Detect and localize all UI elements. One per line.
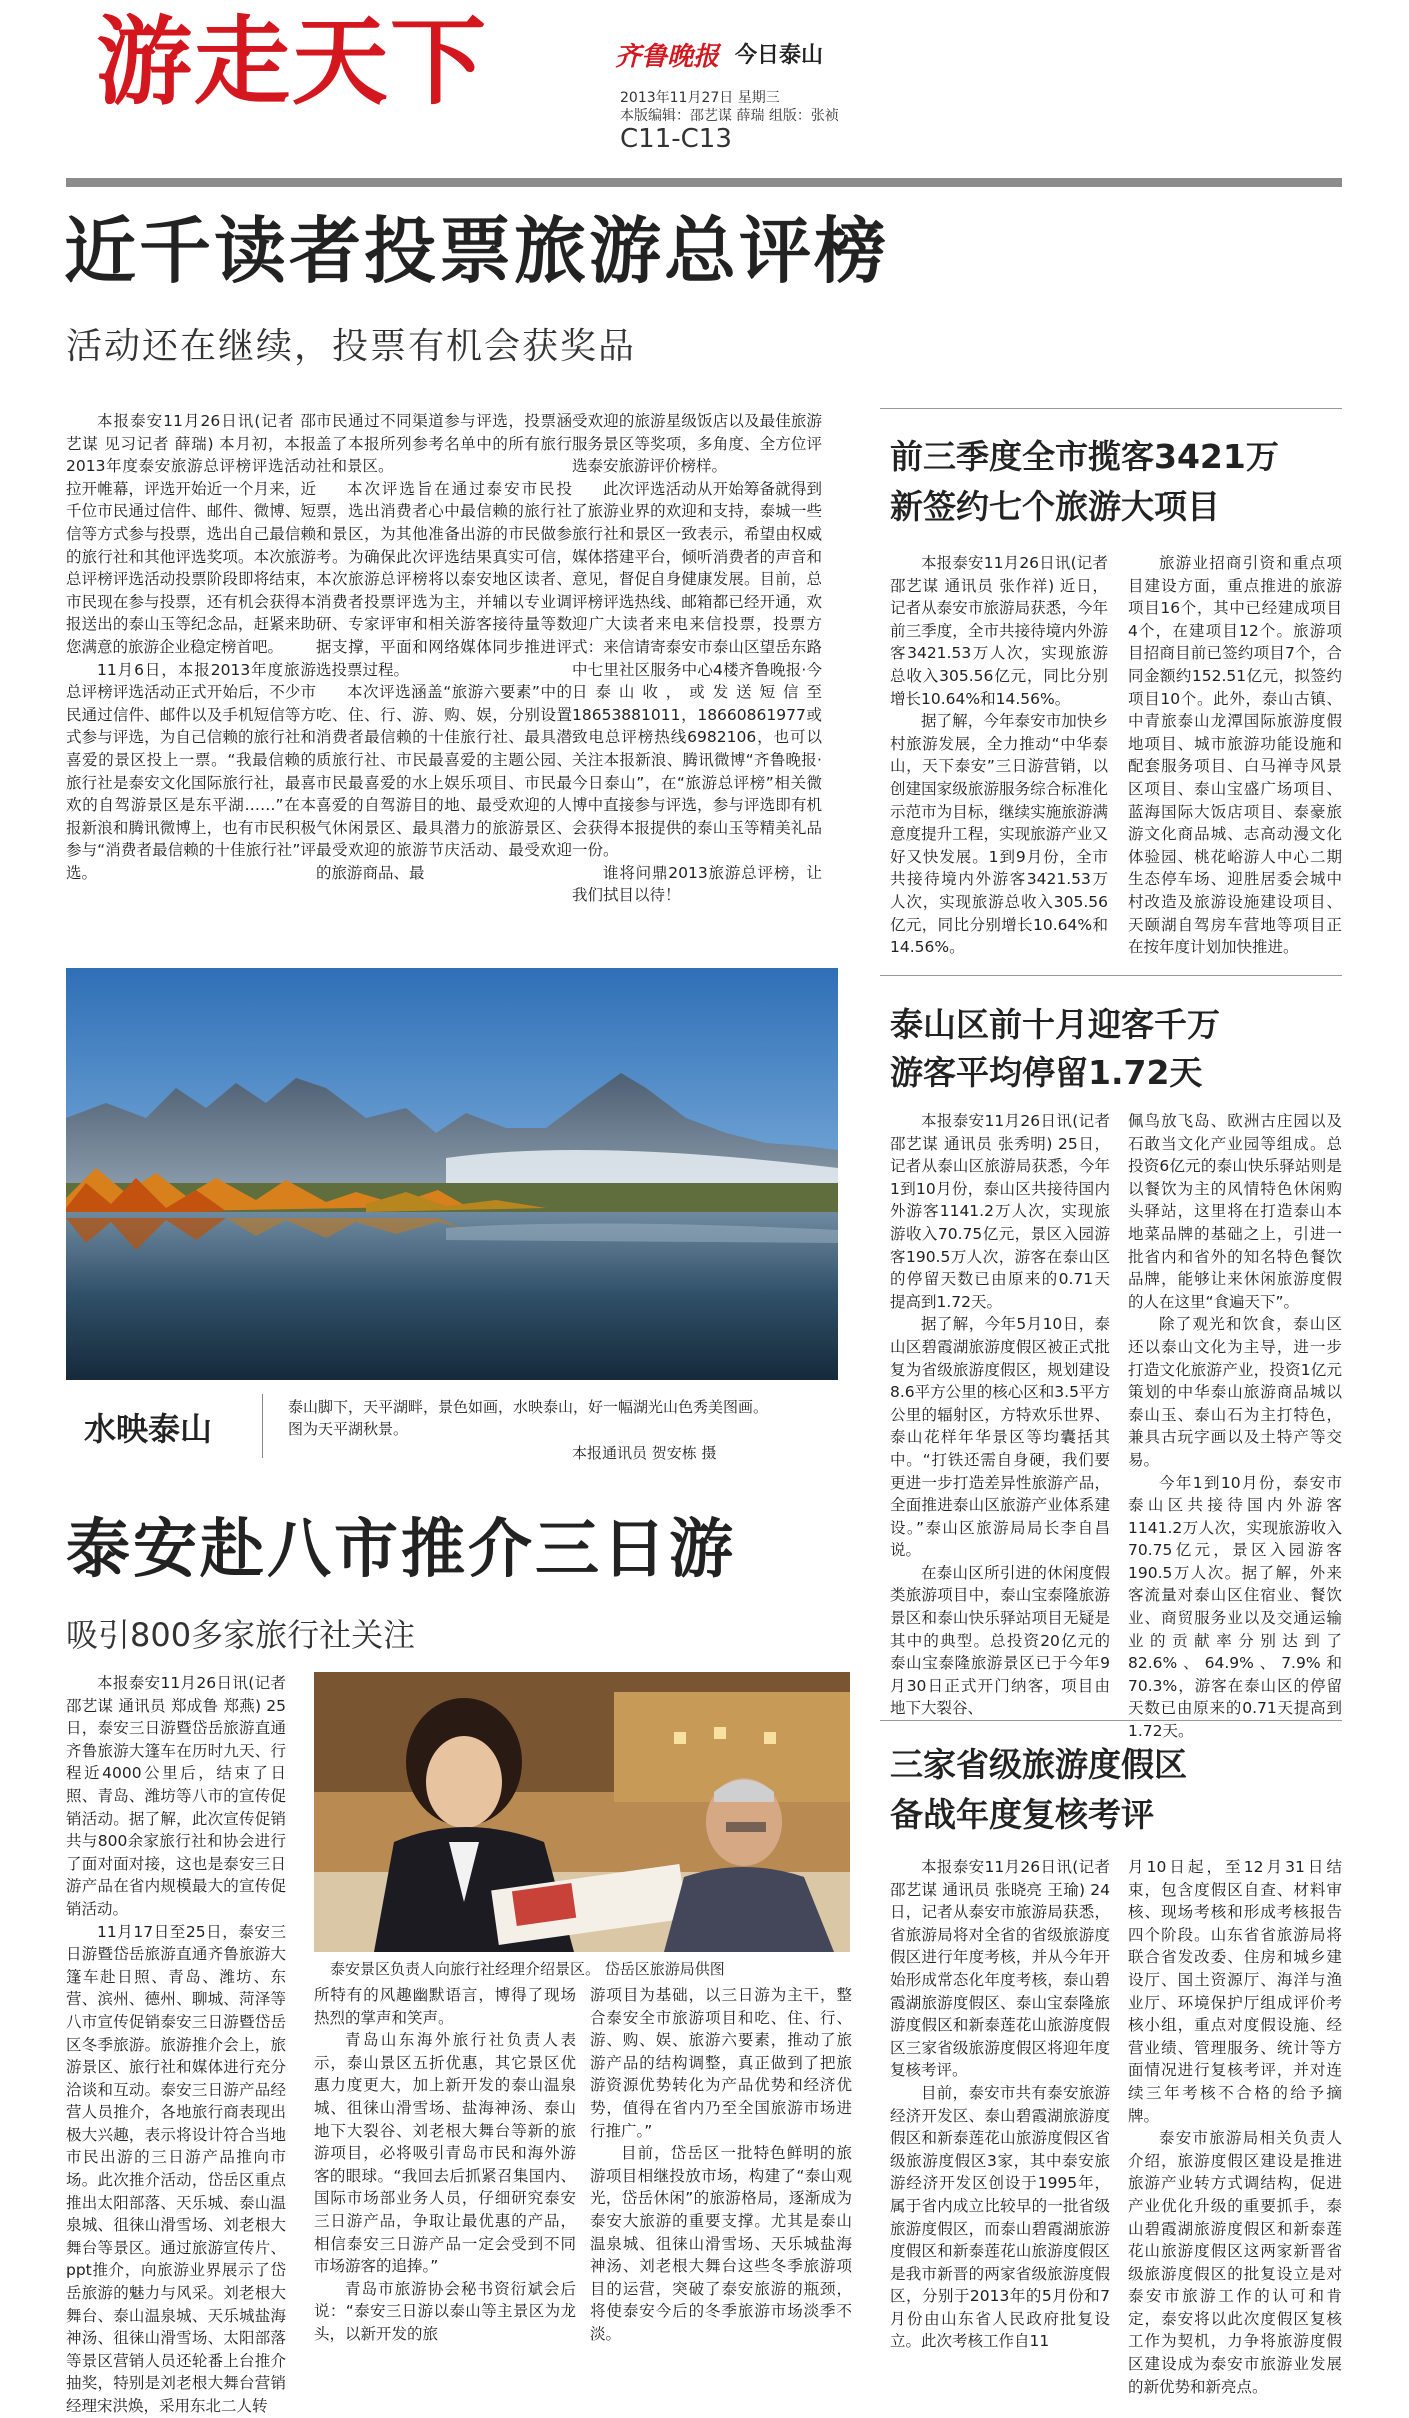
paragraph: 目前，岱岳区一批特色鲜明的旅游项目相继投放市场，构建了“泰山观光，岱岳休闲”的旅游格局，逐渐成为泰安大旅游的重要支撑。尤其是泰山温泉城、徂徕山滑雪场、天乐城盐海神汤、刘老根大舞台这些冬季旅游项目的运营，突破了泰安旅游的瓶颈，将使泰安今后的冬季旅游市场淡季不淡。 bbox=[590, 2144, 852, 2343]
section-masthead-title: 游走天下 bbox=[96, 5, 488, 118]
article2-headline-line1: 前三季度全市揽客3421万 bbox=[890, 437, 1279, 476]
article4-headline: 泰安赴八市推介三日游 bbox=[66, 1513, 736, 1587]
photo-caption-title: 水映泰山 bbox=[84, 1410, 213, 1448]
issue-date: 2013年11月27日 星期三 bbox=[620, 90, 780, 106]
paragraph: 旅游业招商引资和重点项目建设方面，重点推进的旅游项目16个，其中已经建成项目4个，在建项目12个。旅游项目招商目前已签约项目7个，合同金额约152.51亿元，拟签约项目10个。此外，泰山古镇、中青旅泰山龙潭国际旅游度假地项目、城市旅游功能设施和配套服务项目、白马禅寺风景区项目、泰山宝盛广场项目、蓝海国际大饭店项目、泰豪旅游文化商品城、志高动漫文化体验园、桃花峪游人中心二期生态停车场、迎胜居委会城中村改造及旅游设施建设项目、天颐湖自驾房车营地等项目正在按年度计划加快推进。 bbox=[1128, 554, 1342, 957]
promotion-event-photo bbox=[314, 1672, 850, 1952]
article4-column-2 bbox=[314, 1984, 576, 2346]
column-rule bbox=[880, 975, 1342, 976]
paragraph: 青岛山东海外旅行社负责人表示，泰山景区五折优惠，其它景区优惠力度更大，加上新开发的泰山温泉城、徂徕山滑雪场、盐海神汤、泰山地下大裂谷、刘老根大舞台等新的旅游项目，必将吸引青岛市民和海外游客的眼球。“我回去后抓紧召集国内、国际市场部业务人员，仔细研究泰安三日游产品，争取让最优惠的产品，相信泰安三日游产品一定会受到不同市场游客的追捧。” bbox=[314, 2031, 576, 2276]
paragraph: 月10日起，至12月31日结束，包含度假区自查、材料审核、现场考核和形成考核报告四个阶段。山东省省旅游局将联合省发改委、住房和城乡建设厅、国土资源厅、海洋与渔业厅、环境保护厅组成评价考核小组，重点对度假设施、经营业绩、管理服务、统计等方面情况进行复核考评，并对连续三年考核不合格的给予摘牌。 bbox=[1128, 1858, 1342, 2125]
paragraph: 所特有的风趣幽默语言，博得了现场热烈的掌声和笑声。 bbox=[314, 1986, 576, 2027]
article4-column-1 bbox=[66, 1672, 286, 2418]
paragraph: 11月6日，本报2013年度旅游总评榜评选活动正式开始后，不少市民通过信件、邮件以及手机短信等方式参与评选，为自己信赖的旅行社和喜爱的景区投上一票。“我最信赖的旅行社是泰安文化国际旅行社，最喜欢的自驾游景区是东平湖……”在本报新浪和腾讯微博上，也有市民积极参与“消费者最信赖的十佳旅行社”评选。 bbox=[66, 660, 316, 882]
article5-column-2 bbox=[1128, 1856, 1342, 2398]
landscape-image bbox=[66, 968, 838, 1380]
paragraph: 游项目为基础，以三日游为主干，整合泰安全市旅游项目和吃、住、行、游、购、娱、旅游六要素，推动了旅游产品的结构调整，真正做到了把旅游资源优势转化为产品优势和经济优势，值得在省内乃至全国旅游市场进行推广。” bbox=[590, 1986, 852, 2140]
paragraph: 青岛市旅游协会秘书资衍斌会后说：“泰安三日游以泰山等主景区为龙头，以新开发的旅 bbox=[314, 2279, 576, 2343]
paragraph: 今年1到10月份，泰安市泰山区共接待国内外游客1141.2万人次，实现旅游收入70.75亿元，景区入园游客190.5万人次。据了解，外来客流量对泰山区住宿业、餐饮业、商贸服务业以及交通运输业的贡献率分别达到了82.6%、64.9%、7.9%和70.3%，游客在泰山区的停留天数已由原来的0.71天提高到1.72天。 bbox=[1128, 1473, 1342, 1741]
newspaper-logo: 齐鲁晚报 bbox=[615, 42, 720, 72]
photo-credit: 本报通讯员 贺安栋 摄 bbox=[572, 1444, 717, 1462]
event-image bbox=[314, 1672, 850, 1952]
paragraph: 市民通过不同渠道参与评选，投票涵盖了本报所列参考名单中的所有旅行社和景区。 bbox=[316, 412, 572, 476]
article2-headline-line2: 新签约七个旅游大项目 bbox=[890, 487, 1220, 526]
paragraph: 据了解，今年泰安市加快乡村旅游发展，全力推动“中华泰山，天下泰安”三日游营销，以创建国家级旅游服务综合标准化示范市为目标，继续实施旅游满意度提升工程，实现旅游产业又好又快发展。1到9月份，全市共接待境内外游客3421.53万人次，实现旅游总收入305.56亿元，同比分别增长10.64%和14.56%。 bbox=[890, 712, 1108, 957]
lead-subhead: 活动还在继续，投票有机会获奖品 bbox=[66, 326, 637, 367]
paragraph: 谁将问鼎2013旅游总评榜，让我们拭目以待！ bbox=[572, 863, 822, 905]
article2-column-2 bbox=[1128, 552, 1342, 959]
column-rule bbox=[880, 1720, 1342, 1721]
page-range: C11-C13 bbox=[620, 124, 732, 154]
paragraph: 本次评选旨在通过泰安市民投票，选出消费者心中最信赖的旅行社和景区，为其他准备出游的市民做参考。为确保此次评选结果真实可信，本次旅游总评榜将以泰安地区读者、消费者投票评选为主，并辅以专业调研、专家评审和相关游客接待量等数据支撑，平面和网络媒体同步推进评选投票过程。 bbox=[316, 479, 572, 679]
article2-column-1 bbox=[890, 552, 1108, 959]
lead-headline: 近千读者投票旅游总评榜 bbox=[64, 209, 890, 293]
paragraph: 本报泰安11月26日讯(记者 邵艺谋 见习记者 薛瑞) 本月初，本报2013年度泰安旅游总评榜评选活动拉开帷幕，评选开始近一个月来，近千位市民通过信件、邮件、微博、短信等方式参与投票，选出自己最信赖的旅行社和其他评选奖项。本次旅游总评榜评选活动投票阶段即将结束，市民现在参与投票，还有机会获得本报送出的泰山玉等纪念品，赶紧来助您满意的旅游企业稳定榜首吧。 bbox=[66, 412, 316, 656]
article4-subhead: 吸引800多家旅行社关注 bbox=[66, 1616, 416, 1654]
photo-caption: 泰山脚下，天平湖畔，景色如画，水映泰山，好一幅湖光山色秀美图画。图为天平湖秋景。 bbox=[288, 1398, 769, 1438]
lead-column-3 bbox=[572, 410, 822, 907]
lead-column-2 bbox=[316, 410, 572, 884]
paragraph: 本报泰安11月26日讯(记者 邵艺谋 通讯员 郑成鲁 郑燕) 25日，泰安三日游暨岱岳旅游直通齐鲁旅游大篷车在历时九天、行程近4000公里后，结束了日照、青岛、潍坊等八市的宣传促销活动。据了解，此次宣传促销共与800余家旅行社和协会进行了面对面对接，这也是泰安三日游产品在省内规模最大的宣传促销活动。 bbox=[66, 1674, 286, 1918]
article3-headline-line1: 泰山区前十月迎客千万 bbox=[890, 1005, 1220, 1044]
article5-headline-line1: 三家省级旅游度假区 bbox=[890, 1745, 1187, 1784]
article3-column-1 bbox=[890, 1110, 1110, 1720]
article4-column-3 bbox=[590, 1984, 852, 2346]
paragraph: 本报泰安11月26日讯(记者 邵艺谋 通讯员 张晓亮 王瑜) 24日，记者从泰安市旅游局获悉，省旅游局将对全省的省级旅游度假区进行年度考核，并从今年开始形成常态化年度考核，泰山碧霞湖旅游度假区、泰山宝泰隆旅游度假区和新泰莲花山旅游度假区三家省级旅游度假区将迎年度复核考评。 bbox=[890, 1858, 1110, 2080]
paragraph: 在泰山区所引进的休闲度假类旅游项目中，泰山宝泰隆旅游景区和泰山快乐驿站项目无疑是其中的典型。总投资20亿元的泰山宝泰隆旅游景区已于今年9月30日正式开门纳客，项目由地下大裂谷、 bbox=[890, 1563, 1110, 1718]
paragraph: 本报泰安11月26日讯(记者 邵艺谋 通讯员 张作祥) 近日，记者从泰安市旅游局获悉，今年前三季度，全市共接待境内外游客3421.53万人次，实现旅游总收入305.56亿元，同比分别增长10.64%和14.56%。 bbox=[890, 554, 1108, 708]
paragraph: 目前，泰安市共有泰安旅游经济开发区、泰山碧霞湖旅游度假区和新泰莲花山旅游度假区省级旅游度假区3家，其中泰安旅游经济开发区创设于1995年，属于省内成立比较早的一批省级旅游度假区，而泰山碧霞湖旅游度假区和新泰莲花山旅游度假区是我市新晋的两家省级旅游度假区，分别于2013年的5月份和7月份由山东省人民政府批复设立。此次考核工作自11 bbox=[890, 2083, 1110, 2351]
masthead-rule bbox=[66, 178, 1342, 187]
section-brand: 今日泰山 bbox=[735, 43, 824, 68]
paragraph: 泰安市旅游局相关负责人介绍，旅游度假区建设是推进旅游产业转方式调结构，促进产业优化升级的重要抓手，泰山碧霞湖旅游度假区和新泰莲花山旅游度假区这两家新晋省级旅游度假区的批复设立是对泰安市旅游工作的认可和肯定，泰安将以此次度假区复核工作为契机，力争将旅游度假区建设成为泰安市旅游业发展的新优势和新亮点。 bbox=[1128, 2129, 1342, 2396]
paragraph: 据了解，今年5月10日，泰山区碧霞湖旅游度假区被正式批复为省级旅游度假区，规划建设8.6平方公里的核心区和3.5平方公里的辐射区，方特欢乐世界、泰山花样年华景区等均囊括其中。“打铁还需自身硬，我们要更进一步打造差异性旅游产品，全面推进泰山区旅游产业体系建设。”泰山区旅游局局长李自昌说。 bbox=[890, 1315, 1110, 1560]
column-rule bbox=[880, 408, 1342, 409]
paragraph: 11月17日至25日，泰安三日游暨岱岳旅游直通齐鲁旅游大篷车赴日照、青岛、潍坊、东营、滨州、德州、聊城、菏泽等八市宣传促销泰安三日游暨岱岳区冬季旅游。旅游推介会上，旅游景区、旅行社和媒体进行充分洽谈和互动。泰安三日游产品经营人员推介，各地旅行商表现出极大兴趣，表示将设计符合当地市民出游的三日游产品推向市场。此次推介活动，岱岳区重点推出太阳部落、天乐城、泰山温泉城、徂徕山滑雪场、刘老根大舞台等景区。通过旅游宣传片、ppt推介，向旅游业界展示了岱岳旅游的魅力与风采。刘老根大舞台、泰山温泉城、天乐城盐海神汤、徂徕山滑雪场、太阳部落等景区营销人员还轮番上台推介抽奖，特别是刘老根大舞台营销经理宋洪焕，采用东北二人转 bbox=[66, 1922, 286, 2415]
paragraph: 除了观光和饮食，泰山区还以泰山文化为主导，进一步打造文化旅游产业，投资1亿元策划的中华泰山旅游商品城以泰山玉、泰山石为主打特色，兼具古玩字画以及土特产等交易。 bbox=[1128, 1315, 1342, 1469]
paragraph: 受欢迎的旅游星级饭店以及最佳旅游服务景区等奖项，多角度、全方位评选泰安旅游评价榜样。 bbox=[572, 412, 822, 476]
paragraph: 此次评选活动从开始筹备就得到了旅游业界的欢迎和支持，泰城一些旅行社和景区一致表示，希望由权威媒体搭建平台，倾听消费者的声音和意见，督促自身健康发展。目前，总评榜评选热线、邮箱都已经开通，欢迎广大读者来电来信投票，投票方式：来信请寄泰安市泰山区望岳东路中七里社区服务中心4楼齐鲁晚报·今日泰山收，或发送短信至18653881011，18660861977或致电总评榜热线6982106，也可以关注本报新浪、腾讯微博“齐鲁晚报·今日泰山”，在“旅游总评榜”相关微博中直接参与评选，参与评选即有机会获得本报提供的泰山玉等精美礼品一份。 bbox=[572, 479, 822, 860]
paragraph: 佩鸟放飞岛、欧洲古庄园以及石敢当文化产业园等组成。总投资6亿元的泰山快乐驿站则是以餐饮为主的风情特色休闲购头驿站，这里将在打造泰山本地菜品牌的基础之上，引进一批省内和省外的知名特色餐饮品牌，能够让来休闲旅游度假的人在这里“食遍天下”。 bbox=[1128, 1112, 1342, 1311]
lake-taishan-photo bbox=[66, 968, 838, 1380]
lead-column-1 bbox=[66, 410, 316, 884]
editor-credits: 本版编辑：邵艺谋 薛瑞 组版：张祯 bbox=[620, 108, 839, 124]
paragraph: 本次评选涵盖“旅游六要素”中的吃、住、行、游、购、娱，分别设置消费者最信赖的十佳旅行社、最具潜质旅行社、市民最喜爱的主题公园、市民最喜爱的水上娱乐项目、市民最喜爱的自驾游目的地、最受欢迎的人气休闲景区、最具潜力的旅游景区、最受欢迎的旅游节庆活动、最受欢迎的旅游商品、最 bbox=[316, 683, 572, 882]
article5-headline-line2: 备战年度复核考评 bbox=[890, 1795, 1154, 1834]
article3-headline-line2: 游客平均停留1.72天 bbox=[890, 1053, 1203, 1092]
paragraph: 本报泰安11月26日讯(记者 邵艺谋 通讯员 张秀明) 25日，记者从泰山区旅游局获悉，今年1到10月份，泰山区共接待国内外游客1141.2万人次，实现旅游收入70.75亿元，景区入园游客190.5万人次，游客在泰山区的停留天数已由原来的0.71天提高到1.72天。 bbox=[890, 1112, 1110, 1311]
article5-column-1 bbox=[890, 1856, 1110, 2353]
article3-column-2 bbox=[1128, 1110, 1342, 1743]
article4-photo-caption: 泰安景区负责人向旅行社经理介绍景区。 岱岳区旅游局供图 bbox=[330, 1960, 725, 1978]
caption-divider bbox=[262, 1394, 263, 1458]
